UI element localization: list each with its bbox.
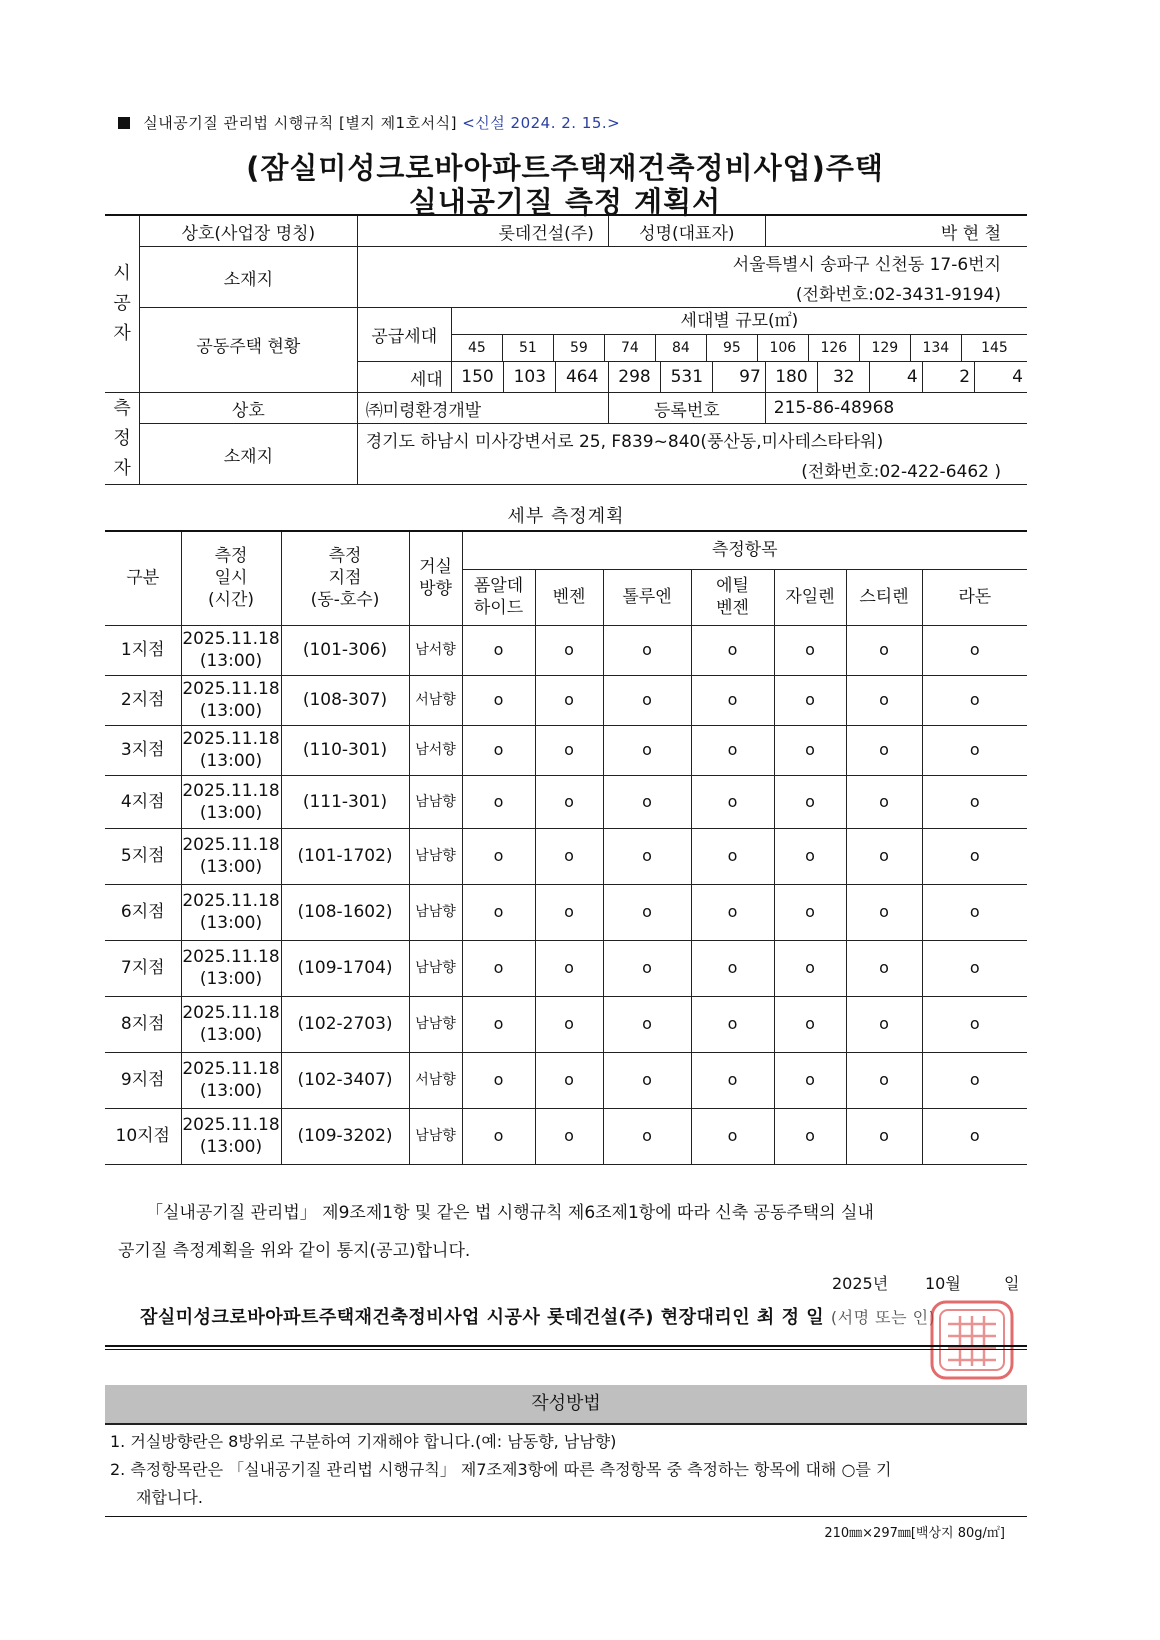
direction-cell: 남남향 — [409, 940, 462, 996]
units-cell: 2 — [922, 362, 974, 393]
time-text: (13:00) — [199, 651, 263, 671]
item-mark-cell: o — [603, 625, 691, 675]
time-text: (13:00) — [199, 969, 263, 989]
date-text: 2025.11.18 — [182, 629, 280, 649]
location-cell: (102-2703) — [281, 996, 409, 1052]
item-mark-cell: o — [922, 828, 1027, 884]
instruction-2-cont: 재합니다. — [136, 1488, 203, 1507]
size-cell: 51 — [503, 335, 554, 361]
items-header: 측정항목 — [462, 531, 1027, 569]
units-cell: 531 — [661, 362, 713, 393]
item-mark-cell: o — [603, 775, 691, 828]
plan-row — [105, 625, 1027, 675]
item-mark-cell: o — [846, 725, 922, 775]
plan-row — [105, 775, 1027, 828]
plan-row — [105, 1052, 1027, 1108]
item-mark-cell: o — [462, 725, 535, 775]
builder-address-label: 소재지 — [140, 247, 358, 308]
point-cell: 1지점 — [105, 625, 181, 675]
builder-address: 서울특별시 송파구 신천동 17-6번지 — [357, 247, 1027, 278]
instruction-1: 1. 거실방향란은 8방위로 구분하여 기재해야 합니다.(예: 남동향, 남남향) — [110, 1432, 617, 1451]
plan-row — [105, 940, 1027, 996]
sign-year: 2025년 — [832, 1274, 889, 1293]
date-text: 2025.11.18 — [182, 729, 280, 749]
size-cell: 84 — [656, 335, 707, 361]
item-mark-cell: o — [774, 625, 846, 675]
point-cell: 6지점 — [105, 884, 181, 940]
item-mark-cell: o — [535, 996, 603, 1052]
datetime-cell — [181, 940, 281, 996]
date-text: 2025.11.18 — [182, 891, 280, 911]
item-mark-cell: o — [774, 725, 846, 775]
item-mark-cell: o — [774, 828, 846, 884]
item-mark-cell: o — [846, 775, 922, 828]
plan-subtitle: 세부 측정계획 — [507, 506, 625, 527]
instruction-2-text: 2. 측정항목란은 「실내공기질 관리법 시행규칙」 제7조제3항에 따른 측정항목 중 측정하는 항목에 대해 ○를 기 — [110, 1460, 892, 1479]
builder-company-label: 상호(사업장 명칭) — [140, 215, 358, 247]
item-toluene-header: 톨루엔 — [603, 569, 691, 625]
units-cell: 298 — [608, 362, 660, 393]
info-table — [105, 214, 1027, 485]
item-mark-cell: o — [535, 1052, 603, 1108]
builder-side-label: 시 공 자 — [105, 215, 140, 393]
item-mark-cell: o — [535, 1108, 603, 1164]
item-mark-cell: o — [922, 725, 1027, 775]
item-mark-cell: o — [922, 675, 1027, 725]
size-header — [451, 308, 1027, 362]
measurer-phone: (전화번호:02-422-6462 ) — [357, 454, 1027, 485]
item-mark-cell: o — [462, 828, 535, 884]
size-cell: 106 — [758, 335, 809, 361]
item-formaldehyde-header: 폼알데 하이드 — [462, 569, 535, 625]
item-mark-cell: o — [774, 1108, 846, 1164]
direction-cell: 남서향 — [409, 725, 462, 775]
size-cell: 74 — [605, 335, 656, 361]
direction-cell: 남남향 — [409, 884, 462, 940]
size-cell: 126 — [809, 335, 860, 361]
time-text: (13:00) — [199, 751, 263, 771]
location-cell: (101-1702) — [281, 828, 409, 884]
item-mark-cell: o — [922, 775, 1027, 828]
size-label: 세대별 규모(㎡) — [452, 308, 1027, 335]
notice-paragraph — [118, 1194, 1023, 1270]
item-mark-cell: o — [462, 996, 535, 1052]
size-values — [452, 335, 1027, 361]
measurer-company-label: 상호 — [140, 393, 358, 424]
item-mark-cell: o — [846, 996, 922, 1052]
plan-row — [105, 675, 1027, 725]
company-seal-stamp — [922, 1290, 1022, 1390]
datetime-cell — [181, 996, 281, 1052]
item-mark-cell: o — [846, 1052, 922, 1108]
sign-month: 10월 — [925, 1274, 961, 1293]
point-cell: 3지점 — [105, 725, 181, 775]
item-mark-cell: o — [846, 940, 922, 996]
item-benzene-header: 벤젠 — [535, 569, 603, 625]
item-ethylbenzene-header: 에틸 벤젠 — [691, 569, 774, 625]
size-cell: 129 — [860, 335, 911, 361]
plan-row — [105, 725, 1027, 775]
item-xylene-header: 자일렌 — [774, 569, 846, 625]
reg-label: 등록번호 — [608, 393, 765, 424]
size-cell: 95 — [707, 335, 758, 361]
item-mark-cell: o — [691, 1052, 774, 1108]
item-mark-cell: o — [603, 1052, 691, 1108]
units-cell: 4 — [870, 362, 922, 393]
point-cell: 8지점 — [105, 996, 181, 1052]
size-cell: 134 — [911, 335, 962, 361]
plan-row — [105, 884, 1027, 940]
direction-cell: 남남향 — [409, 775, 462, 828]
datetime-header: 측정 일시 (시간) — [181, 531, 281, 625]
date-text: 2025.11.18 — [182, 780, 280, 801]
reg-number: 215-86-48968 — [765, 393, 1027, 424]
point-cell: 2지점 — [105, 675, 181, 725]
datetime-cell — [181, 828, 281, 884]
paper-spec: 210㎜×297㎜[백상지 80g/㎡] — [824, 1526, 1005, 1541]
units-cell: 464 — [556, 362, 608, 393]
divider-thick — [105, 1345, 1027, 1347]
location-cell: (110-301) — [281, 725, 409, 775]
title-line-1: (잠실미성크로바아파트주택재건축정비사업)주택 — [246, 151, 884, 185]
time-text: (13:00) — [199, 857, 263, 877]
datetime-cell — [181, 725, 281, 775]
title-line-2: 실내공기질 측정 계획서 — [408, 185, 722, 219]
point-cell: 10지점 — [105, 1108, 181, 1164]
measurement-plan-table — [105, 530, 1027, 1165]
time-text: (13:00) — [199, 802, 263, 823]
item-mark-cell: o — [603, 675, 691, 725]
direction-cell: 남서향 — [409, 625, 462, 675]
item-mark-cell: o — [846, 828, 922, 884]
form-ref-text: 실내공기질 관리법 시행규칙 [별지 제1호서식] — [143, 114, 457, 132]
date-text: 2025.11.18 — [182, 835, 280, 855]
units-cell: 180 — [765, 362, 817, 393]
item-mark-cell: o — [691, 996, 774, 1052]
item-mark-cell: o — [846, 1108, 922, 1164]
location-header: 측정 지점 (동-호수) — [281, 531, 409, 625]
location-cell: (102-3407) — [281, 1052, 409, 1108]
measurer-company: ㈜미령환경개발 — [357, 393, 608, 424]
direction-cell: 서남향 — [409, 1052, 462, 1108]
item-mark-cell: o — [603, 884, 691, 940]
location-cell: (108-1602) — [281, 884, 409, 940]
size-cell: 45 — [452, 335, 503, 361]
builder-phone: (전화번호:02-3431-9194) — [357, 277, 1027, 308]
item-mark-cell: o — [603, 940, 691, 996]
units-cell: 150 — [451, 362, 503, 393]
item-mark-cell: o — [691, 675, 774, 725]
item-mark-cell: o — [691, 884, 774, 940]
seal-hint: (서명 또는 인) — [830, 1308, 936, 1327]
location-cell: (108-307) — [281, 675, 409, 725]
instruction-2 — [110, 1456, 1020, 1512]
time-text: (13:00) — [199, 1137, 263, 1157]
signer-name: 잠실미성크로바아파트주택재건축정비사업 시공사 롯데건설(주) 현장대리인 최 정 일 — [140, 1307, 825, 1328]
plan-row — [105, 828, 1027, 884]
units-cell: 103 — [504, 362, 556, 393]
item-radon-header: 라돈 — [922, 569, 1027, 625]
point-cell: 7지점 — [105, 940, 181, 996]
item-mark-cell: o — [462, 675, 535, 725]
builder-rep: 박 현 철 — [765, 215, 1027, 247]
point-cell: 4지점 — [105, 775, 181, 828]
direction-cell: 남남향 — [409, 828, 462, 884]
item-mark-cell: o — [846, 675, 922, 725]
form-reference — [118, 112, 620, 133]
item-mark-cell: o — [535, 675, 603, 725]
item-mark-cell: o — [535, 725, 603, 775]
datetime-cell — [181, 1052, 281, 1108]
datetime-cell — [181, 675, 281, 725]
point-cell: 5지점 — [105, 828, 181, 884]
item-mark-cell: o — [691, 940, 774, 996]
square-bullet-icon — [118, 117, 130, 129]
date-text: 2025.11.18 — [182, 947, 280, 967]
item-mark-cell: o — [691, 828, 774, 884]
divider-thin — [105, 1349, 1027, 1350]
item-mark-cell: o — [535, 884, 603, 940]
measurer-side-label: 측 정 자 — [105, 393, 140, 485]
item-mark-cell: o — [462, 940, 535, 996]
datetime-cell — [181, 775, 281, 828]
item-mark-cell: o — [774, 884, 846, 940]
item-mark-cell: o — [922, 625, 1027, 675]
item-styrene-header: 스티렌 — [846, 569, 922, 625]
item-mark-cell: o — [462, 884, 535, 940]
housing-label: 공동주택 현황 — [140, 308, 358, 393]
units-cell: 4 — [975, 362, 1027, 393]
item-mark-cell: o — [535, 625, 603, 675]
time-text: (13:00) — [199, 1081, 263, 1101]
item-mark-cell: o — [462, 775, 535, 828]
item-mark-cell: o — [922, 884, 1027, 940]
date-text: 2025.11.18 — [182, 1003, 280, 1023]
time-text: (13:00) — [199, 701, 263, 721]
divider-bottom — [105, 1516, 1027, 1517]
time-text: (13:00) — [199, 913, 263, 933]
item-mark-cell: o — [603, 725, 691, 775]
item-mark-cell: o — [922, 940, 1027, 996]
item-mark-cell: o — [691, 1108, 774, 1164]
item-mark-cell: o — [603, 996, 691, 1052]
item-mark-cell: o — [535, 775, 603, 828]
item-mark-cell: o — [922, 1052, 1027, 1108]
datetime-cell — [181, 625, 281, 675]
item-mark-cell: o — [774, 1052, 846, 1108]
item-mark-cell: o — [774, 940, 846, 996]
location-cell: (109-1704) — [281, 940, 409, 996]
supply-label: 공급세대 — [357, 308, 451, 362]
location-cell: (101-306) — [281, 625, 409, 675]
direction-cell: 남남향 — [409, 996, 462, 1052]
units-cell: 32 — [818, 362, 870, 393]
item-mark-cell: o — [691, 775, 774, 828]
item-mark-cell: o — [603, 828, 691, 884]
time-text: (13:00) — [199, 1025, 263, 1045]
date-text: 2025.11.18 — [182, 1059, 280, 1079]
direction-cell: 서남향 — [409, 675, 462, 725]
item-mark-cell: o — [691, 625, 774, 675]
item-mark-cell: o — [922, 1108, 1027, 1164]
notice-line-2: 공기질 측정계획을 위와 같이 통지(공고)합니다. — [118, 1241, 471, 1261]
size-cell: 145 — [981, 340, 1008, 356]
datetime-cell — [181, 1108, 281, 1164]
item-mark-cell: o — [774, 675, 846, 725]
builder-rep-label: 성명(대표자) — [608, 215, 765, 247]
method-title-bar: 작성방법 — [105, 1385, 1027, 1425]
units-label: 세대 — [357, 362, 451, 393]
plan-row — [105, 1108, 1027, 1164]
item-mark-cell: o — [691, 725, 774, 775]
measurer-address-label: 소재지 — [140, 424, 358, 485]
notice-line-1: 「실내공기질 관리법」 제9조제1항 및 같은 법 시행규칙 제6조제1항에 따라 신축 공동주택의 실내 — [146, 1203, 874, 1223]
size-cell: 59 — [554, 335, 605, 361]
direction-cell: 남남향 — [409, 1108, 462, 1164]
location-cell: (111-301) — [281, 775, 409, 828]
item-mark-cell: o — [535, 828, 603, 884]
item-mark-cell: o — [774, 775, 846, 828]
item-mark-cell: o — [462, 625, 535, 675]
sign-day: 일 — [1004, 1274, 1020, 1293]
item-mark-cell: o — [846, 625, 922, 675]
location-cell: (109-3202) — [281, 1108, 409, 1164]
date-text: 2025.11.18 — [182, 679, 280, 699]
item-mark-cell: o — [535, 940, 603, 996]
direction-header: 거실 방향 — [409, 531, 462, 625]
item-mark-cell: o — [462, 1052, 535, 1108]
units-cell: 97 — [713, 362, 765, 393]
builder-company: 롯데건설(주) — [357, 215, 608, 247]
plan-row — [105, 996, 1027, 1052]
item-mark-cell: o — [922, 996, 1027, 1052]
signer-line — [140, 1303, 935, 1329]
item-mark-cell: o — [462, 1108, 535, 1164]
datetime-cell — [181, 884, 281, 940]
point-cell: 9지점 — [105, 1052, 181, 1108]
item-mark-cell: o — [774, 996, 846, 1052]
revision-text: <신설 2024. 2. 15.> — [462, 114, 621, 132]
item-mark-cell: o — [603, 1108, 691, 1164]
date-text: 2025.11.18 — [182, 1115, 280, 1135]
item-mark-cell: o — [846, 884, 922, 940]
measurer-address: 경기도 하남시 미사강변서로 25, F839~840(풍산동,미사테스타타워) — [357, 424, 1027, 455]
division-header: 구분 — [105, 531, 181, 625]
